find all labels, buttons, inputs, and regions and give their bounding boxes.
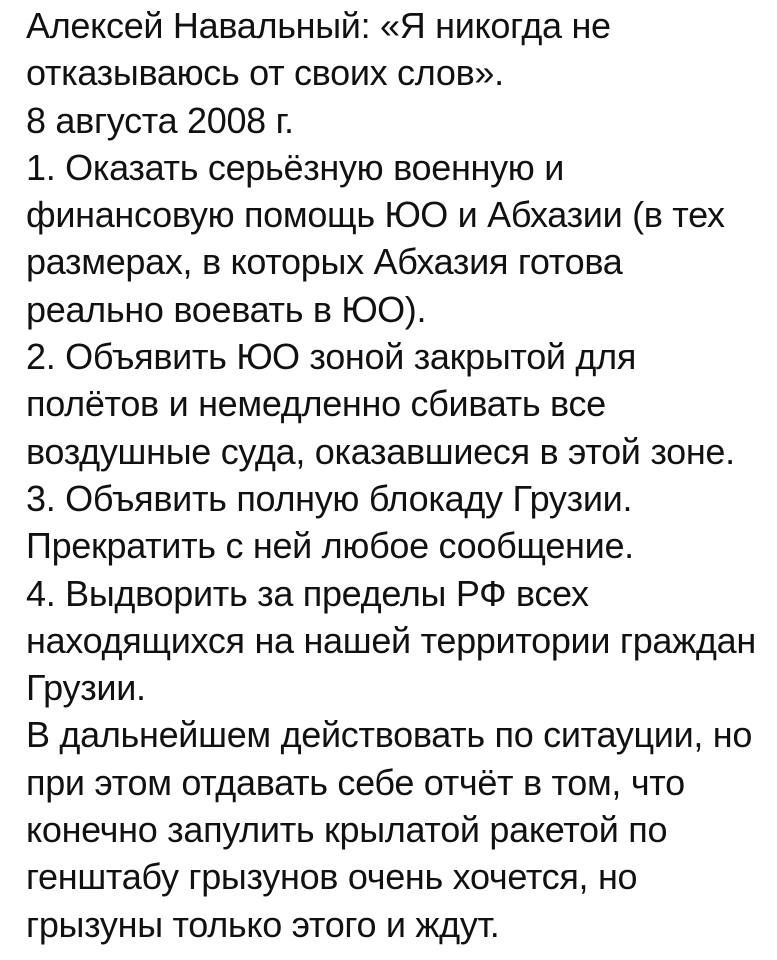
text-line-conclusion: В дальнейшем действовать по ситауции, но	[26, 714, 753, 756]
text-line-item-1-cont: размерах, в которых Абхазия готова	[26, 241, 623, 283]
text-line-conclusion-cont: при этом отдавать себе отчёт в том, что	[26, 761, 685, 803]
document-text	[26, 2, 777, 948]
text-line-item-1-cont: финансовую помощь ЮО и Абхазии (в тех	[26, 194, 725, 236]
text-line-item-2-cont: полётов и немедленно сбивать все	[26, 383, 606, 425]
text-line-conclusion-cont: генштабу грызунов очень хочется, но	[26, 856, 638, 898]
text-line-conclusion-cont: грызуны только этого и ждут.	[26, 903, 500, 945]
text-line-conclusion-cont: конечно запулить крылатой ракетой по	[26, 809, 668, 851]
text-line-item-1-cont: реально воевать в ЮО).	[26, 288, 427, 330]
text-line-item-3-cont: Прекратить с ней любое сообщение.	[26, 525, 634, 567]
text-line-item-2-cont: воздушные суда, оказавшиеся в этой зоне.	[26, 430, 735, 472]
text-line-item-4-cont: находящихся на нашей территории граждан	[26, 619, 756, 661]
text-line-item-3: 3. Объявить полную блокаду Грузии.	[26, 477, 633, 519]
text-line-item-2: 2. Объявить ЮО зоной закрытой для	[26, 336, 637, 378]
text-line-title: Алексей Навальный: «Я никогда не	[26, 5, 611, 46]
text-line-item-4: 4. Выдворить за пределы РФ всех	[26, 572, 589, 614]
text-line-item-1: 1. Оказать серьёзную военную и	[26, 146, 565, 188]
text-line-title-cont: отказываюсь от своих слов».	[26, 52, 504, 94]
text-line-date: 8 августа 2008 г.	[26, 99, 294, 141]
text-line-item-4-cont: Грузии.	[26, 667, 146, 709]
